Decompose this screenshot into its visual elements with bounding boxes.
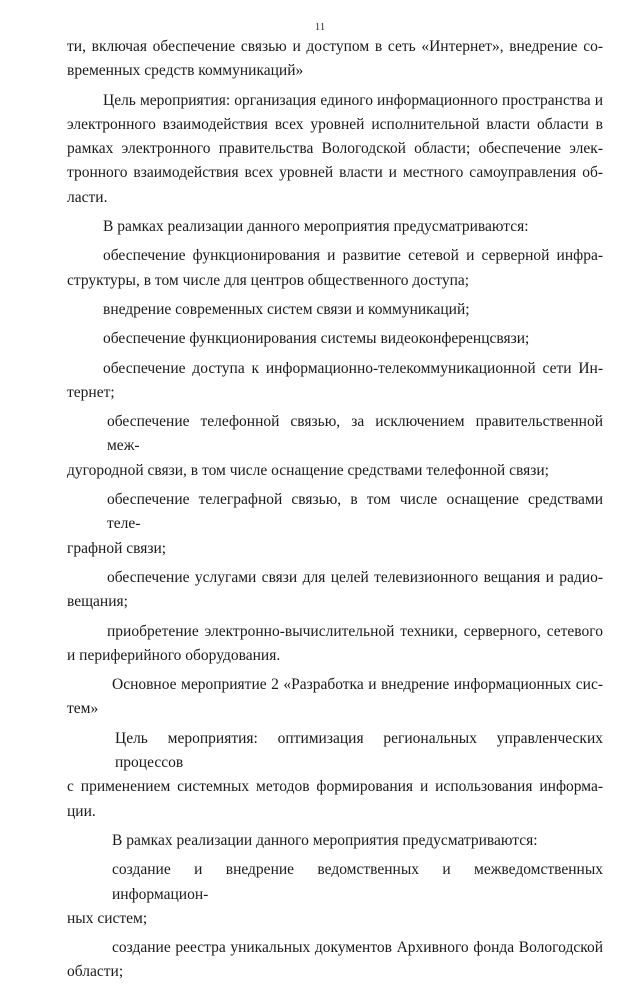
text-line: ции. <box>67 802 96 820</box>
text-line: Цель мероприятия: организация единого информационного пространства и <box>103 91 603 109</box>
text-line: внедрение современных систем связи и коммуникаций; <box>103 300 470 318</box>
text-line: рамках электронного правительства Вологодской области; обеспечение элек- <box>67 140 603 158</box>
text-line: дугородной связи, в том числе оснащение средствами телефонной связи; <box>67 461 549 479</box>
text-line: вещания; <box>67 593 128 611</box>
page-number: 11 <box>314 21 326 33</box>
text-line: ласти. <box>67 188 108 206</box>
text-line: обеспечение услугами связи для целей телевизионного вещания и радио- <box>107 568 603 586</box>
text-line: ти, включая обеспечение связью и доступом в сеть «Интернет», внедрение со- <box>67 38 603 55</box>
text-line: тронного взаимодействия всех уровней власти и местного самоуправления об- <box>67 164 603 182</box>
text-line: с применением системных методов формирования и использования информа- <box>67 778 603 796</box>
text-line: обеспечение функционирования системы видеоконференцсвязи; <box>103 330 530 348</box>
text-line: ных систем; <box>67 909 148 927</box>
text-line: и периферийного оборудования. <box>67 646 281 664</box>
text-line: структуры, в том числе для центров общественного доступа; <box>67 271 470 289</box>
text-line: В рамках реализации данного мероприятия предусматриваются: <box>103 218 529 236</box>
text-line: обеспечение функционирования и развитие сетевой и серверной инфра- <box>103 247 603 265</box>
text-line: создание и внедрение ведомственных и межведомственных информацион- <box>112 861 603 903</box>
text-line: электронного взаимодействия всех уровней исполнительной власти области в <box>67 115 603 133</box>
text-line: области; <box>67 963 124 981</box>
text-line: приобретение электронно-вычислительной техники, серверного, сетевого <box>107 622 603 640</box>
text-line: временных средств коммуникаций» <box>67 62 304 80</box>
text-line: обеспечение доступа к информационно-телекоммуникационной сети Ин- <box>103 359 603 377</box>
text-line: Цель мероприятия: оптимизация региональных управленческих процессов <box>115 729 603 772</box>
text-line: графной связи; <box>67 539 167 557</box>
text-line: Основное мероприятие 2 «Разработка и внедрение информационных сис- <box>112 676 603 694</box>
text-line: тем» <box>67 700 99 718</box>
text-line: создание реестра уникальных документов Архивного фонда Вологодской <box>112 939 603 957</box>
text-line: В рамках реализации данного мероприятия предусматриваются: <box>112 831 538 849</box>
text-line: обеспечение телеграфной связью, в том числе оснащение средствами теле- <box>107 491 603 533</box>
text-line: тернет; <box>67 383 115 401</box>
body-text <box>67 35 603 985</box>
text-line: обеспечение телефонной связью, за исключением правительственной меж- <box>107 413 603 455</box>
